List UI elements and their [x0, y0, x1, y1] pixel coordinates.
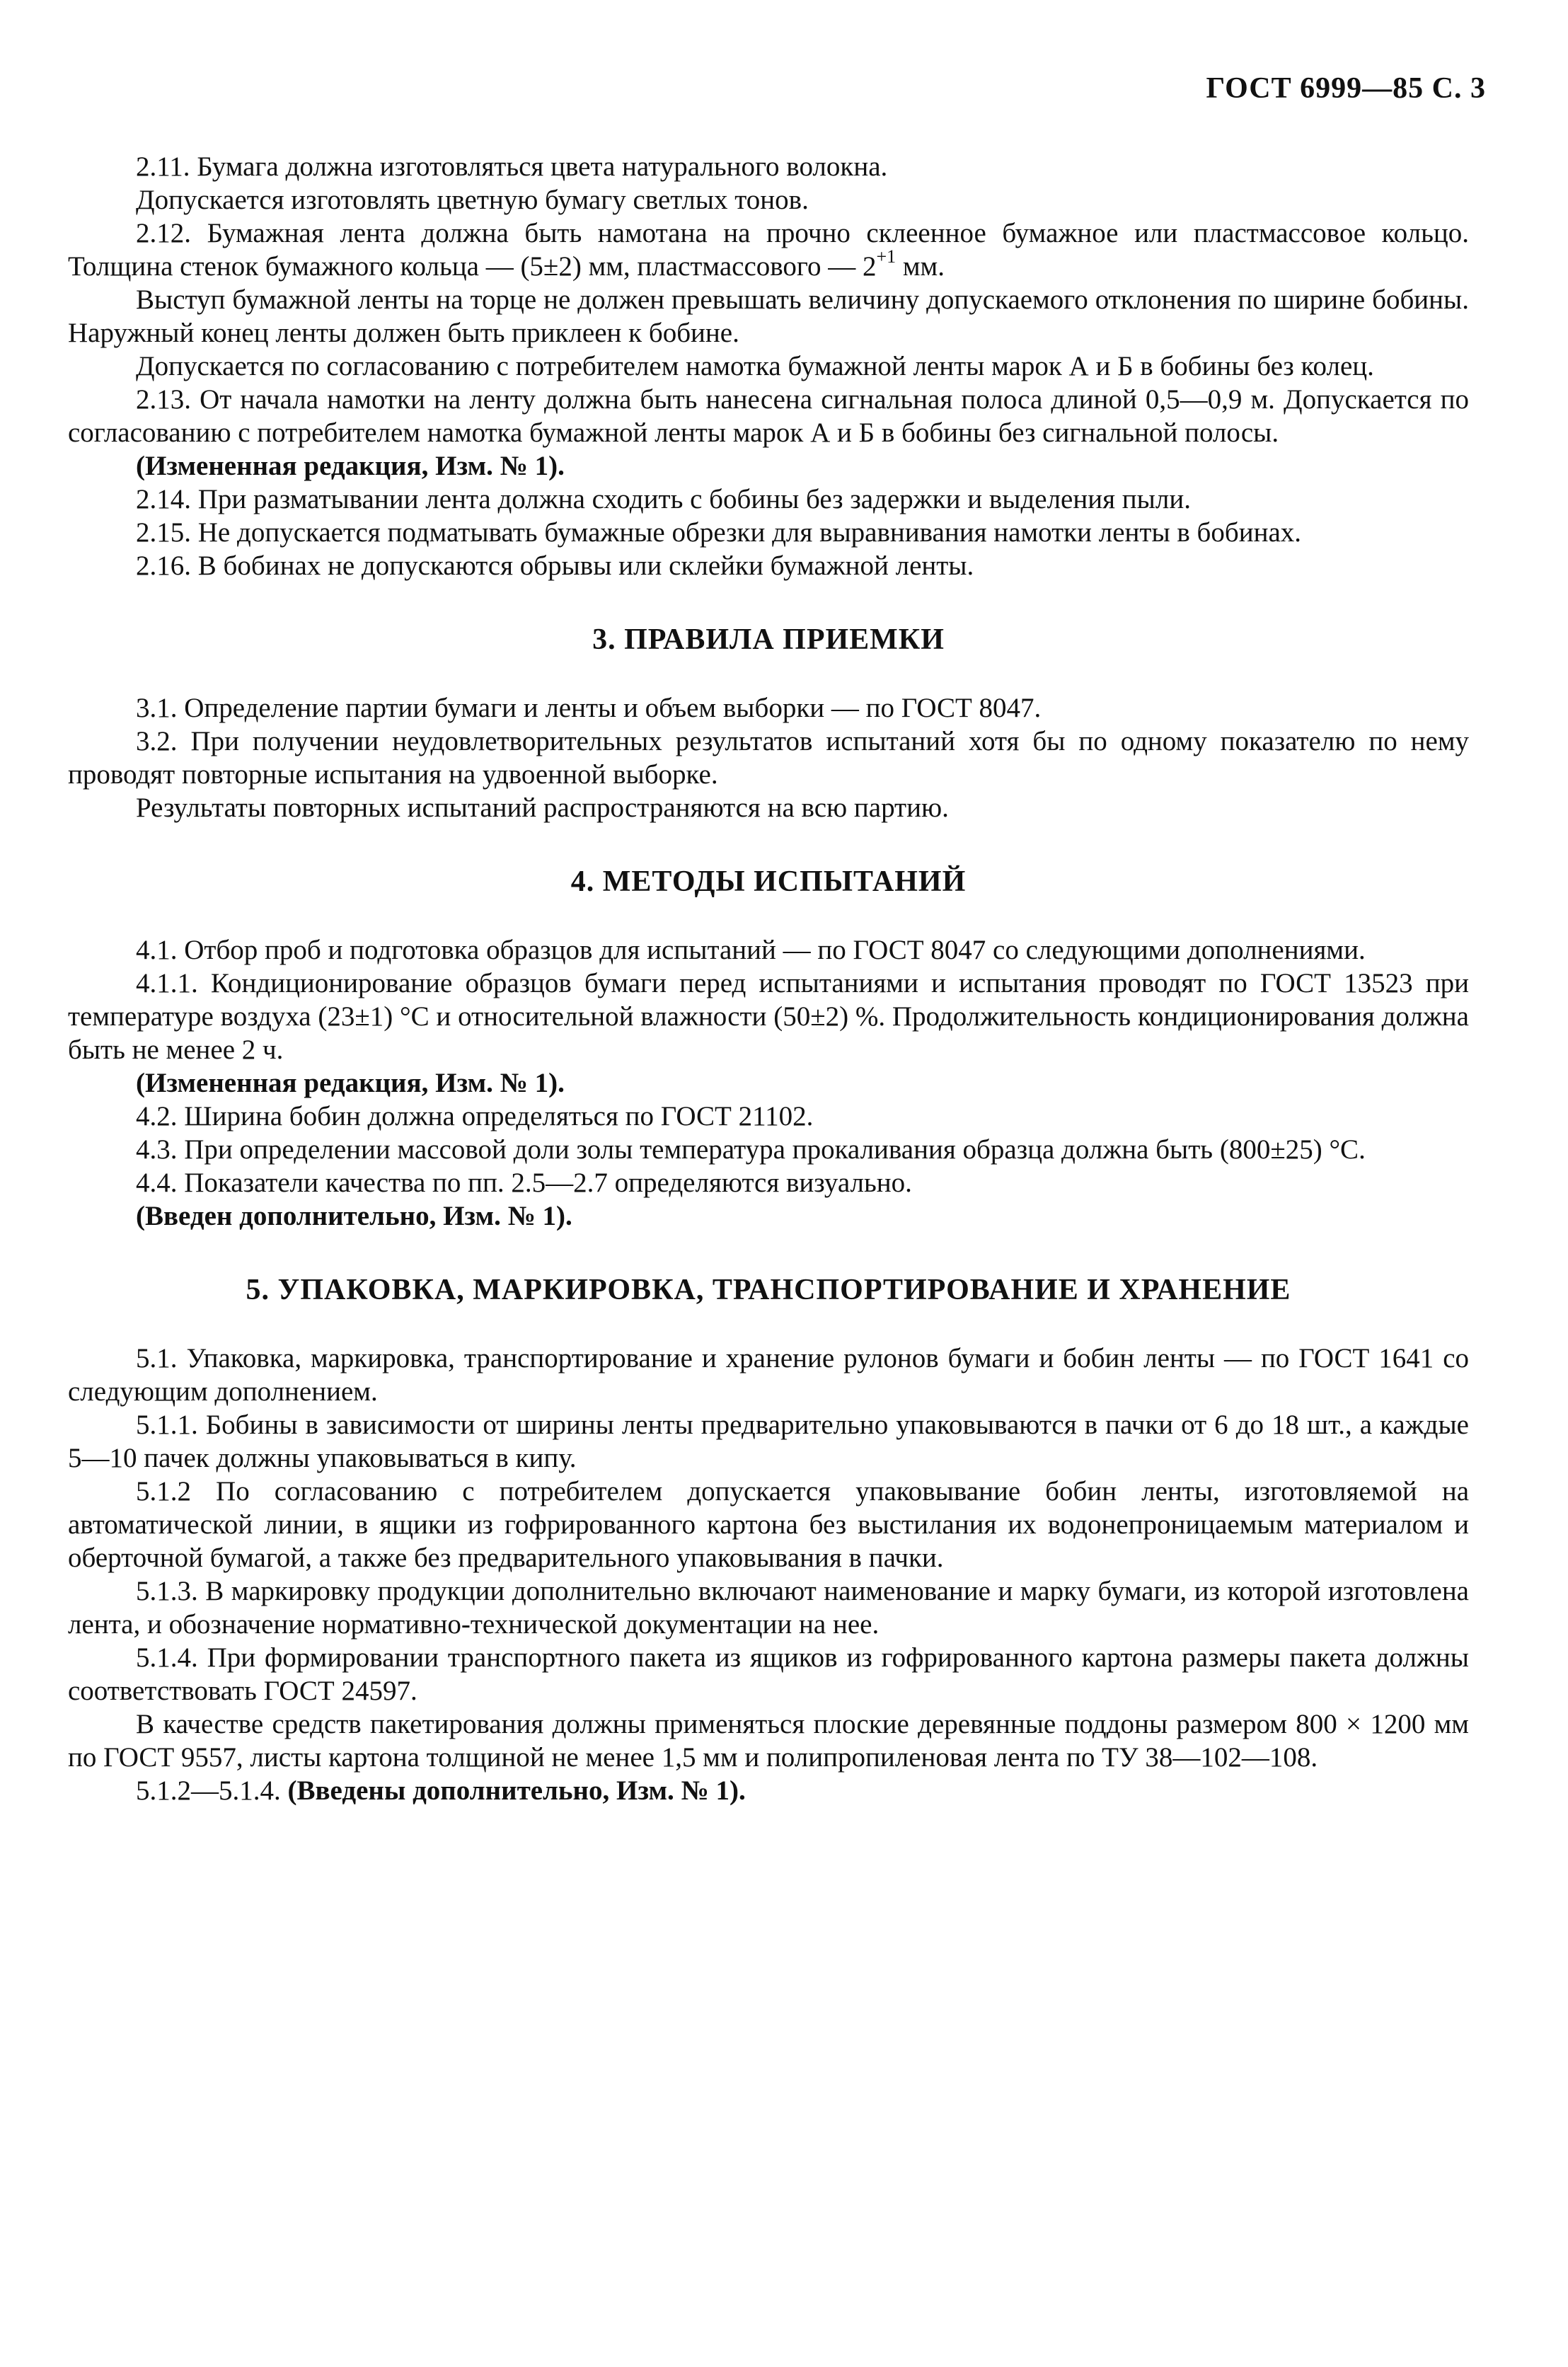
document-body: [68, 150, 1469, 1807]
paragraph-5-last: [68, 1774, 1469, 1807]
amendment-note-4: (Введены дополнительно, Изм. № 1).: [287, 1775, 746, 1806]
paragraph-5-1-1: 5.1.1. Бобины в зависимости от ширины ленты предварительно упаковываются в пачки от 6 до 18 шт., а каждые 5—10 пачек должны упаковываться в кипу.: [68, 1410, 1469, 1473]
paragraph-4-3: 4.3. При определении массовой доли золы температура прокаливания образца должна быть (800±25) °С.: [136, 1134, 1366, 1165]
section-heading-5: 5. УПАКОВКА, МАРКИРОВКА, ТРАНСПОРТИРОВАНИЕ И ХРАНЕНИЕ: [246, 1274, 1291, 1306]
amendment-note-1: (Измененная редакция, Изм. № 1).: [136, 451, 565, 481]
paragraph-2-12: [68, 217, 1469, 283]
paragraph-2-12-text: 2.12. Бумажная лента должна быть намотана на прочно склеенное бумажное или пластмассовое кольцо. Толщина стенок бумажного кольца — (5±2) мм, пластмассового — 2: [68, 218, 1469, 282]
paragraph-2-13: 2.13. От начала намотки на ленту должна быть нанесена сигнальная полоса длиной 0,5—0,9 м. Допускается по согласованию с потребителем намотка бумажной ленты марок А и Б в бобины без сигнальной полосы.: [68, 384, 1469, 448]
paragraph-2-12-unit: мм.: [896, 251, 945, 282]
paragraph-5-1-2: 5.1.2 По согласованию с потребителем допускается упаковывание бобин ленты, изготовляемой на автоматической линии, в ящики из гофрированного картона без выстилания их водонепроницаемым материалом и оберточной бумагой, а также без предварительного упаковывания в пачки.: [68, 1476, 1469, 1573]
paragraph-2-11: 2.11. Бумага должна изготовляться цвета натурального волокна.: [136, 151, 888, 182]
paragraph-5-1-4-b: В качестве средств пакетирования должны применяться плоские деревянные поддоны размером 800 × 1200 мм по ГОСТ 9557, листы картона толщиной не менее 1,5 мм и полипропиленовая лента по ТУ 38—102—108.: [68, 1709, 1469, 1773]
paragraph-2-11-note: Допускается изготовлять цветную бумагу светлых тонов.: [136, 185, 809, 215]
paragraph-2-15: 2.15. Не допускается подматывать бумажные обрезки для выравнивания намотки ленты в бобинах.: [136, 517, 1302, 548]
paragraph-4-4: 4.4. Показатели качества по пп. 2.5—2.7 определяются визуально.: [136, 1168, 912, 1198]
paragraph-2-16: 2.16. В бобинах не допускаются обрывы или склейки бумажной ленты.: [136, 551, 974, 581]
amendment-note-3: (Введен дополнительно, Изм. № 1).: [136, 1201, 572, 1231]
paragraph-4-1: 4.1. Отбор проб и подготовка образцов для испытаний — по ГОСТ 8047 со следующими дополнениями.: [136, 935, 1366, 965]
paragraph-2-12-b: Выступ бумажной ленты на торце не должен превышать величину допускаемого отклонения по ширине бобины. Наружный конец ленты должен быть приклеен к бобине.: [68, 284, 1469, 348]
page-header: ГОСТ 6999—85 С. 3: [1206, 72, 1486, 105]
section-heading-3: 3. ПРАВИЛА ПРИЕМКИ: [592, 623, 945, 656]
paragraph-3-2-b: Результаты повторных испытаний распространяются на всю партию.: [136, 793, 949, 823]
section-heading-4: 4. МЕТОДЫ ИСПЫТАНИЙ: [570, 865, 967, 898]
paragraph-3-2: 3.2. При получении неудовлетворительных результатов испытаний хотя бы по одному показателю по нему проводят повторные испытания на удвоенной выборке.: [68, 726, 1469, 790]
paragraph-2-12-c: Допускается по согласованию с потребителем намотка бумажной ленты марок А и Б в бобины без колец.: [136, 351, 1374, 381]
paragraph-4-1-1: 4.1.1. Кондиционирование образцов бумаги перед испытаниями и испытания проводят по ГОСТ 13523 при температуре воздуха (23±1) °С и относительной влажности (50±2) %. Продолжительность кондиционирования должна быть не менее 2 ч.: [68, 968, 1469, 1065]
paragraph-5-1-3: 5.1.3. В маркировку продукции дополнительно включают наименование и марку бумаги, из которой изготовлена лента, и обозначение нормативно-технической документации на нее.: [68, 1576, 1469, 1640]
paragraph-2-14: 2.14. При разматывании лента должна сходить с бобины без задержки и выделения пыли.: [136, 484, 1191, 514]
paragraph-5-last-prefix: 5.1.2—5.1.4.: [136, 1775, 288, 1806]
amendment-note-2: (Измененная редакция, Изм. № 1).: [136, 1068, 565, 1098]
paragraph-4-2: 4.2. Ширина бобин должна определяться по ГОСТ 21102.: [136, 1101, 814, 1131]
paragraph-5-1-4: 5.1.4. При формировании транспортного пакета из ящиков из гофрированного картона размеры пакета должны соответствовать ГОСТ 24597.: [68, 1642, 1469, 1706]
paragraph-5-1: 5.1. Упаковка, маркировка, транспортирование и хранение рулонов бумаги и бобин ленты — по ГОСТ 1641 со следующим дополнением.: [68, 1343, 1469, 1407]
tolerance-superscript: +1: [876, 246, 897, 267]
paragraph-3-1: 3.1. Определение партии бумаги и ленты и объем выборки — по ГОСТ 8047.: [136, 693, 1042, 723]
